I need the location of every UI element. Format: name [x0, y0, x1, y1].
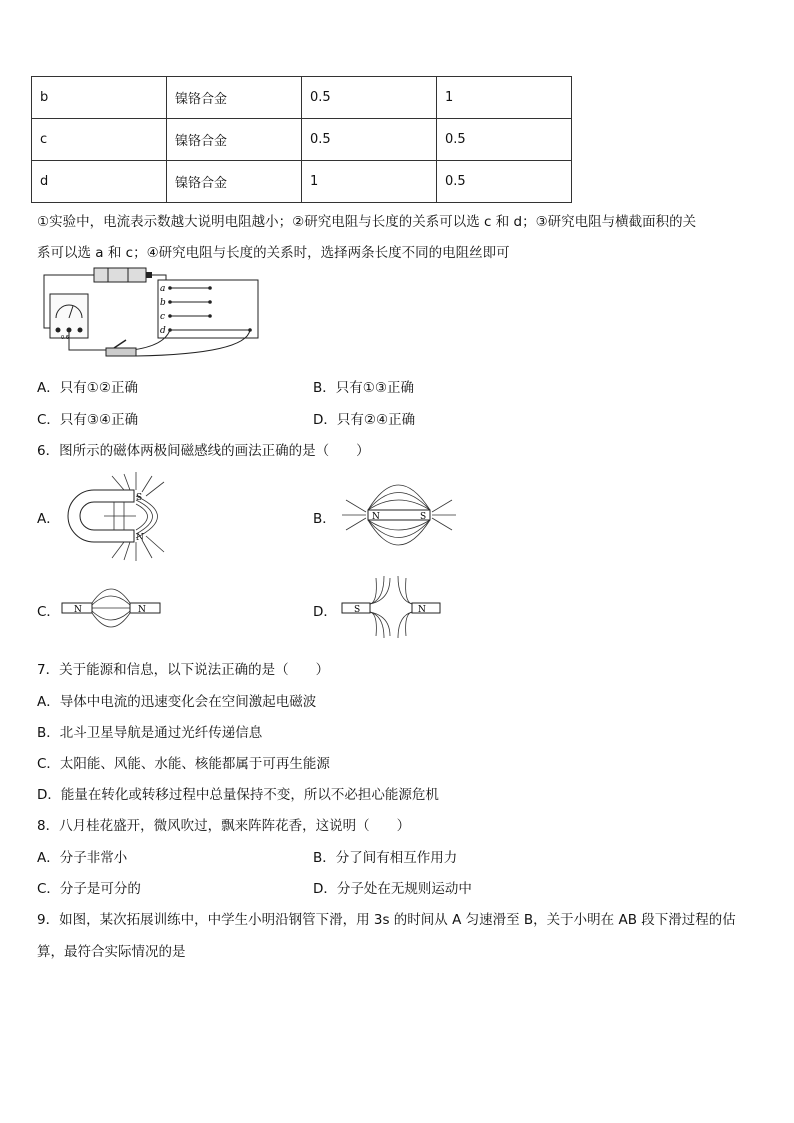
- pole-label: S: [136, 493, 143, 503]
- q8-option-c: C．分子是可分的: [37, 881, 141, 897]
- table-cell: 1: [302, 161, 437, 203]
- q8-option-a: A．分子非常小: [37, 850, 128, 866]
- q9-line2: 算，最符合实际情况的是: [37, 944, 186, 960]
- q8-question: 8．八月桂花盛开，微风吹过，飘来阵阵花香，这说明（ ）: [37, 818, 411, 834]
- pole-label: N: [418, 605, 426, 615]
- table-cell: 镍铬合金: [167, 77, 302, 119]
- table-cell: 镍铬合金: [167, 119, 302, 161]
- table-cell: c: [32, 119, 167, 161]
- wire-label-c: c: [160, 312, 166, 322]
- pole-label: N: [136, 533, 144, 543]
- table-cell: 0.5: [302, 119, 437, 161]
- q6-option-a-label: A．: [37, 511, 60, 527]
- q5-option-c: C．只有③④正确: [37, 412, 139, 428]
- table-cell: 0.5: [437, 161, 572, 203]
- q7-option-c: C．太阳能、风能、水能、核能都属于可再生能源: [37, 756, 330, 772]
- pole-label: N: [74, 605, 82, 615]
- pole-label: N: [372, 512, 380, 522]
- figure-d-two-magnets: [340, 574, 442, 640]
- pole-label: N: [138, 605, 146, 615]
- table-cell: 0.5: [302, 77, 437, 119]
- pole-label: S: [420, 512, 427, 522]
- wire-label-b: b: [160, 298, 166, 308]
- q9-line1: 9．如图，某次拓展训练中，中学生小明沿钢管下滑，用 3s 的时间从 A 匀速滑至 B，关于小明在 AB 段下滑过程的估: [37, 912, 736, 928]
- circuit-diagram: [36, 266, 261, 364]
- wire-label-d: d: [160, 326, 166, 336]
- q8-option-b: B．分了间有相互作用力: [313, 850, 458, 866]
- q7-question: 7．关于能源和信息，以下说法正确的是（ ）: [37, 662, 330, 678]
- q8-option-d: D．分子处在无规则运动中: [313, 881, 472, 897]
- table-cell: 0.5: [437, 119, 572, 161]
- table-cell: 镍铬合金: [167, 161, 302, 203]
- battery-icon: [94, 268, 146, 282]
- q7-option-d: D．能量在转化或转移过程中总量保持不变，所以不必担心能源危机: [37, 787, 439, 803]
- q6-question: 6．图所示的磁体两极间磁感线的画法正确的是（ ）: [37, 443, 370, 459]
- q6-option-c-label: C．: [37, 604, 60, 620]
- figure-b-bar-magnet: [338, 470, 460, 560]
- q7-option-b: B．北斗卫星导航是通过光纤传递信息: [37, 725, 263, 741]
- wire-label-a: a: [160, 284, 166, 294]
- q5-option-d: D．只有②④正确: [313, 412, 416, 428]
- table-row: [32, 161, 572, 203]
- q5-statement-line2: 系可以选 a 和 c；④研究电阻与长度的关系时，选择两条长度不同的电阻丝即可: [37, 245, 510, 261]
- pole-label: S: [354, 605, 361, 615]
- q7-option-a: A．导体中电流的迅速变化会在空间激起电磁波: [37, 694, 317, 710]
- table-cell: b: [32, 77, 167, 119]
- meter-label: 0.6: [61, 335, 69, 341]
- table-row: [32, 119, 572, 161]
- figure-c-two-magnets: [58, 575, 164, 637]
- switch-icon: [106, 348, 136, 356]
- q5-option-a: A．只有①②正确: [37, 380, 138, 396]
- q6-option-d-label: D．: [313, 604, 337, 620]
- q5-statement-line1: ①实验中，电流表示数越大说明电阻越小；②研究电阻与长度的关系可以选 c 和 d；③研究电阻与横截面积的关: [37, 214, 697, 230]
- q6-option-b-label: B．: [313, 511, 336, 527]
- table-cell: d: [32, 161, 167, 203]
- resistance-wire-table: [31, 76, 572, 203]
- q5-option-b: B．只有①③正确: [313, 380, 414, 396]
- figure-a-horseshoe-magnet: [64, 470, 184, 562]
- table-row: [32, 77, 572, 119]
- table-cell: 1: [437, 77, 572, 119]
